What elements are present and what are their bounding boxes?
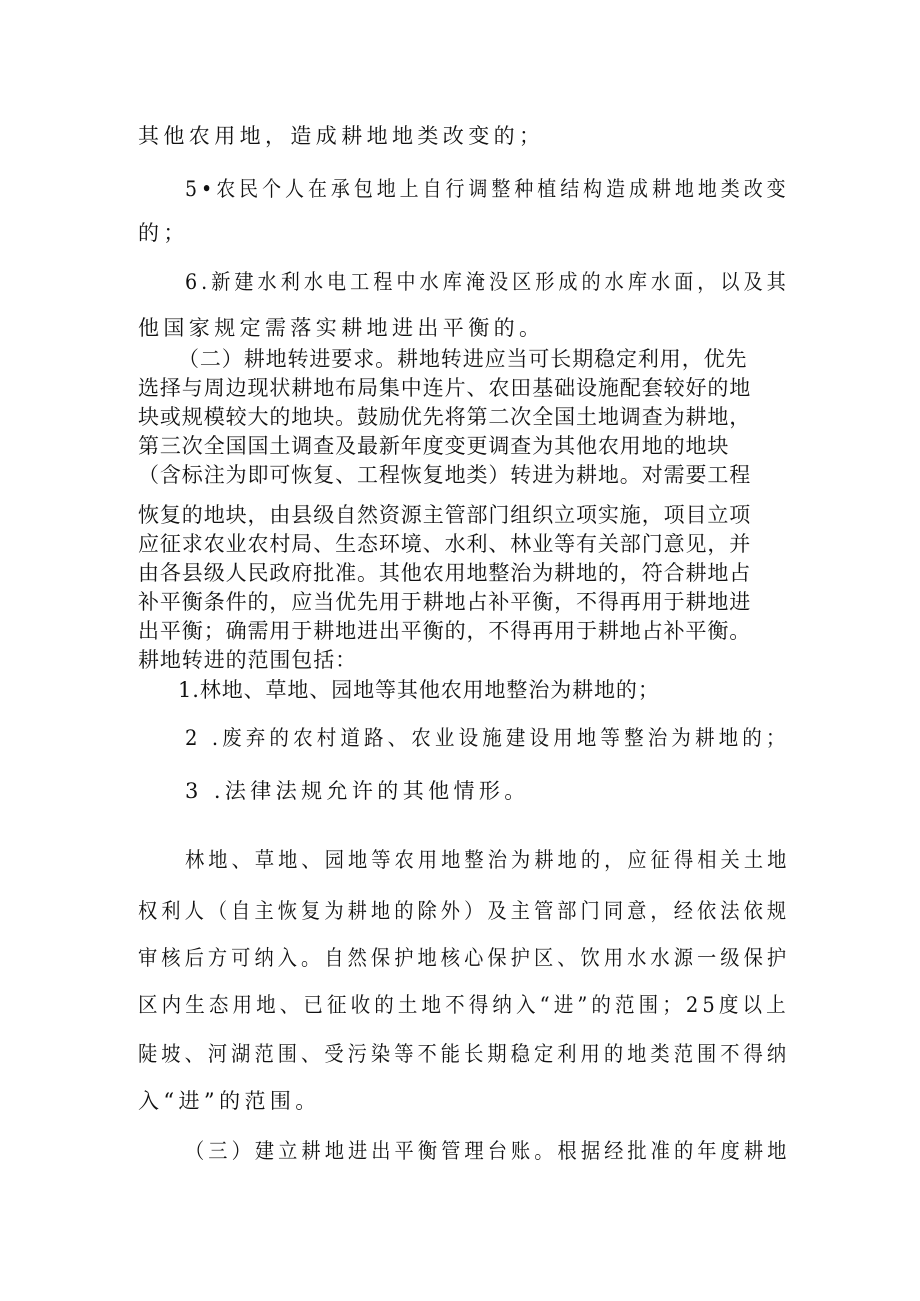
text-line-14: 补平衡条件的，应当优先用于耕地占补平衡，不得再用于耕地进 [138, 590, 752, 614]
text-line-7: 选择与周边现状耕地布局集中连片、农田基础设施配套较好的地 [138, 376, 752, 400]
text-line-16: 耕地转进的范围包括： [138, 648, 357, 672]
text-line-10: （含标注为即可恢复、工程恢复地类）转进为耕地。对需要工程 [138, 463, 752, 487]
text-line-8: 块或规模较大的地块。鼓励优先将第二次全国土地调查为耕地， [138, 405, 752, 429]
text-line-15: 出平衡；确需用于耕地进出平衡的，不得再用于耕地占补平衡。 [138, 619, 752, 643]
text-line-2: 5•农民个人在承包地上自行调整种植结构造成耕地地类改变 [185, 177, 790, 201]
text-line-25: 入“进”的范围。 [138, 1089, 321, 1113]
text-line-12: 应征求农业农村局、生态环境、水利、林业等有关部门意见，并 [138, 532, 752, 556]
text-line-4: 6.新建水利水电工程中水库淹没区形成的水库水面，以及其 [185, 270, 790, 294]
text-line-22: 审核后方可纳入。自然保护地核心保护区、饮用水水源一级保护 [138, 946, 791, 970]
text-line-19: 3 .法律法规允许的其他情形。 [185, 779, 530, 803]
text-line-26: （三）建立耕地进出平衡管理台账。根据经批准的年度耕地 [185, 1139, 791, 1163]
text-line-3: 的； [138, 221, 189, 245]
text-line-5: 他国家规定需落实耕地进出平衡的。 [138, 316, 545, 340]
text-line-6: （二）耕地转进要求。耕地转进应当可长期稳定利用，优先 [178, 347, 748, 371]
text-line-17: 1.林地、草地、园地等其他农用地整治为耕地的； [178, 678, 660, 702]
text-line-20: 林地、草地、园地等农用地整治为耕地的，应征得相关土地 [185, 848, 791, 872]
text-line-11: 恢复的地块，由县级自然资源主管部门组织立项实施，项目立项 [138, 503, 752, 527]
text-line-9: 第三次全国国土调查及最新年度变更调查为其他农用地的地块 [138, 434, 730, 458]
text-line-23: 区内生态用地、已征收的土地不得纳入“进”的范围；25度以上 [138, 993, 790, 1017]
text-line-13: 由各县级人民政府批准。其他农用地整治为耕地的，符合耕地占 [138, 561, 752, 585]
text-line-1: 其他农用地，造成耕地地类改变的； [138, 124, 545, 148]
text-line-18: 2 .废弃的农村道路、农业设施建设用地等整治为耕地的； [185, 726, 790, 750]
text-line-21: 权利人（自主恢复为耕地的除外）及主管部门同意，经依法依规 [138, 899, 791, 923]
text-line-24: 陡坡、河湖范围、受污染等不能长期稳定利用的地类范围不得纳 [138, 1042, 791, 1066]
